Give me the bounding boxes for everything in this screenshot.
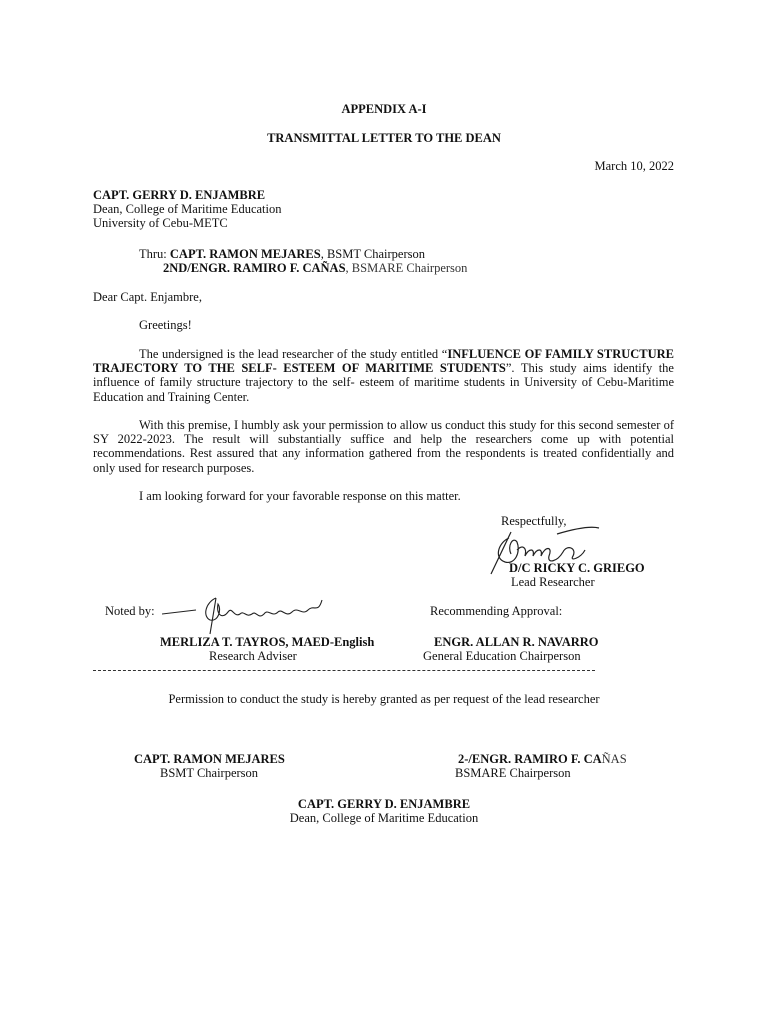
recipient-institution: University of Cebu-METC: [93, 216, 228, 230]
body-paragraph-3: I am looking forward for your favorable response on this matter.: [139, 489, 461, 503]
thru-person1-name: CAPT. RAMON MEJARES: [169, 247, 321, 261]
dean-role: Dean, College of Maritime Education: [289, 811, 479, 825]
approver-left-name: CAPT. RAMON MEJARES: [134, 752, 285, 766]
greeting: Greetings!: [139, 318, 192, 332]
recipient-position: Dean, College of Maritime Education: [93, 202, 282, 216]
closing-respectfully: Respectfully,: [501, 514, 567, 528]
adviser-role: Research Adviser: [209, 649, 297, 663]
thru-label: Thru:: [139, 247, 170, 261]
recommender-role: General Education Chairperson: [423, 649, 581, 663]
letter-date: March 10, 2022: [594, 159, 674, 173]
section-divider: [93, 670, 595, 671]
adviser-name: MERLIZA T. TAYROS, MAED-English: [160, 635, 375, 649]
adviser-signature: [162, 590, 342, 640]
p1-intro: The undersigned is the lead researcher of the study entitled “: [139, 347, 448, 361]
thru-line-1: [139, 247, 425, 262]
researcher-name: D/C RICKY C. GRIEGO: [509, 561, 645, 575]
approver-left-role: BSMT Chairperson: [160, 766, 259, 780]
researcher-role: Lead Researcher: [511, 575, 595, 589]
salutation: Dear Capt. Enjambre,: [93, 290, 202, 304]
noted-by-label: Noted by:: [105, 604, 155, 618]
thru-person1-role: , BSMT Chairperson: [320, 247, 426, 261]
recommending-label: Recommending Approval:: [430, 604, 563, 618]
permission-statement: Permission to conduct the study is hereby granted as per request of the lead researcher: [168, 692, 600, 706]
approver-right-name-bold: 2-/ENGR. RAMIRO F. CA: [458, 752, 602, 766]
p2-text: With this premise, I humbly ask your permission to allow us conduct this study for this second semester of SY 2022-2023. The result will substantially suffice and help the researchers come up with potential recommendations. Rest assured that any information gathered from the respondents is treated confidentially and only used for research purposes.: [93, 418, 674, 475]
thru-person2-name: 2ND/ENGR. RAMIRO F. CAÑAS: [163, 261, 346, 275]
thru-person2-role: , BSMARE Chairperson: [345, 261, 468, 275]
approver-right-name-tail: ÑAS: [601, 752, 627, 766]
recipient-name: CAPT. GERRY D. ENJAMBRE: [93, 188, 266, 202]
body-paragraph-1: [93, 347, 674, 404]
approver-right-role: BSMARE Chairperson: [455, 766, 571, 780]
letter-title: TRANSMITTAL LETTER TO THE DEAN: [267, 131, 501, 145]
appendix-label: APPENDIX A-I: [341, 102, 427, 116]
study-title: INFLUENCE OF FAMILY STRUCTURE TRAJECTORY TO THE SELF- ESTEEM OF MARITIME STUDENTS: [93, 347, 674, 376]
p1-rest: ”. This study aims identify the influence of family structure trajectory to the self- esteem of maritime students in University of Cebu-Maritime Education and Training Center.: [93, 361, 674, 404]
approver-right-name: [458, 752, 627, 767]
thru-line-2: [163, 261, 467, 276]
dean-name: CAPT. GERRY D. ENJAMBRE: [297, 797, 471, 811]
recommender-name: ENGR. ALLAN R. NAVARRO: [434, 635, 599, 649]
body-paragraph-2: [93, 418, 674, 475]
